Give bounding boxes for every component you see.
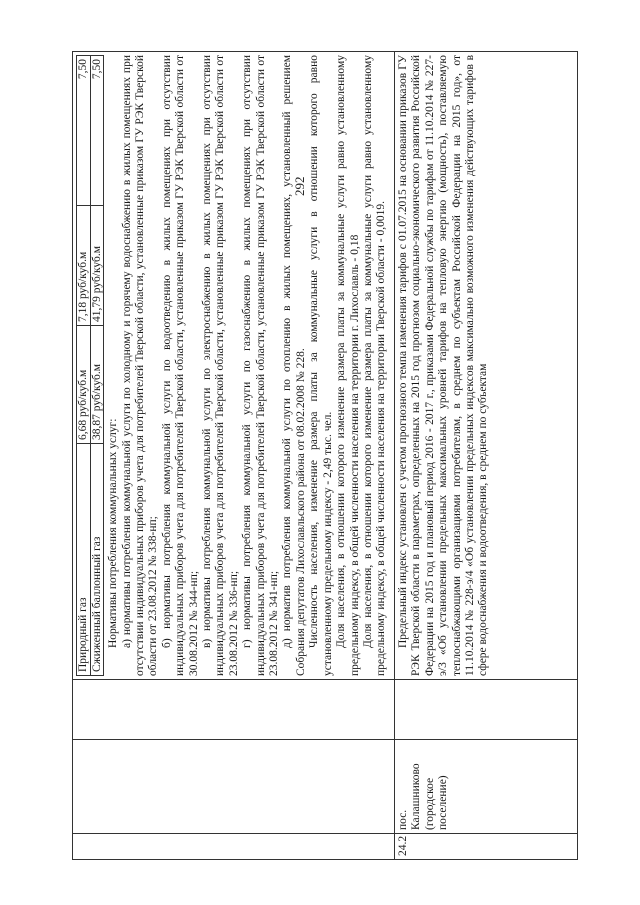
tariff-name: Сжиженный баллонный газ <box>90 444 104 676</box>
main-table <box>72 51 578 860</box>
row-number-cell <box>73 834 395 860</box>
tariff-value-3: 7,50 <box>77 56 91 206</box>
tariff-name: Природный газ <box>77 444 91 676</box>
paragraph: Нормативы потребления коммунальных услуг: <box>107 418 120 648</box>
blank-cell <box>73 680 395 740</box>
paragraph: Доля населения, в отношении которого изменение размера платы за коммунальные услуги равно установленному предельному индексу, в общей численности населения на территории Тверской области - 0,0019. <box>361 55 388 676</box>
tariff-value-3: 7,50 <box>90 56 104 206</box>
tariff-value-1: 38,87 руб/куб.м <box>90 326 104 444</box>
settlement-name-cell: пос. Калашниково (городское поселение) <box>395 740 578 834</box>
paragraph: в) нормативы потребления коммунальной услуги по электроснабжению в жилых помещениях при отсутствии индивидуальных приборов учета для потребителей Тверской области, установленные приказом ГУ РЭК Тверской области от 23.08.2012 № 336-нп; <box>201 55 240 676</box>
rotated-page-content <box>72 52 578 860</box>
table-row <box>73 52 395 860</box>
tariff-value-2: 7,18 руб/куб.м <box>77 206 91 326</box>
settlement-name-cell <box>73 740 395 834</box>
row-number-cell: 24.2 <box>395 834 578 860</box>
paragraph: б) нормативы потребления коммунальной услуги по водоотведению в жилых помещениях при отсутствии индивидуальных приборов учета для потребителей Тверской области, установленные приказом ГУ РЭК Тверской области от 30.08.2012 № 344-нп; <box>160 55 200 676</box>
blank-cell <box>395 680 578 740</box>
justification-cell <box>395 52 578 680</box>
paragraph: а) нормативы потребления коммунальной услуги по холодному и горячему водоснабжению в жилых помещениях при отсутствии индивидуальных приборов учета для потребителей Тверской области, установленные приказом ГУ РЭК Тверской области от 23.08.2012 № 338-нп; <box>120 55 160 676</box>
table-row <box>395 52 578 860</box>
paragraph: д) норматив потребления коммунальной услуги по отоплению в жилых помещениях, установленный решением Собрания депутатов Лихославльского района от 08.02.2008 № 228. <box>281 55 307 676</box>
paragraph: г) нормативы потребления коммунальной услуги по газоснабжению в жилых помещениях при отсутствии индивидуальных приборов учета для потребителей Тверской области, установленные приказом ГУ РЭК Тверской области от 23.08.2012 № 341-нп; <box>241 55 281 676</box>
paragraph: Доля населения, в отношении которого изменение размера платы за коммунальные услуги равно установленному предельному индексу, в общей численности населения на территории г. Лихославль - 0,18 <box>335 55 361 676</box>
tariff-value-2: 41,79 руб/куб.м <box>90 206 104 326</box>
page-number: 292 <box>292 176 307 196</box>
tariff-row <box>77 56 91 676</box>
paragraph: Численность населения, изменение размера платы за коммунальные услуги в отношении которого равно установленному предельному индексу - 2,49 тыс. чел. <box>308 55 334 676</box>
justification-cell <box>73 52 395 680</box>
tariff-table <box>76 55 104 676</box>
tariff-value-1: 6,68 руб/куб.м <box>77 326 91 444</box>
tariff-row <box>90 56 104 676</box>
paragraph: Предельный индекс установлен с учетом прогнозного темпа изменения тарифов с 01.07.2015 на основании приказов ГУ РЭК Тверской области в параметрах, определенных на 2015 год прогнозом социально-экономического развития Российской Федерации на 2015 год и плановый период 2016 - 2017 г., приказами Федеральной службы по тарифам от 11.10.2014 № 227-э/3 «Об установлении предельных максимальных уровней тарифов на тепловую энергию (мощность), поставляемую теплоснабжающими организациями потребителям, в среднем по субъектам Российской Федерации на 2015 год», от 11.10.2014 № 228-э/4 «Об установлении предельных индексов максимально возможного изменения действующих тарифов в сфере водоснабжения и водоотведения, в среднем по субъектам <box>397 55 490 676</box>
